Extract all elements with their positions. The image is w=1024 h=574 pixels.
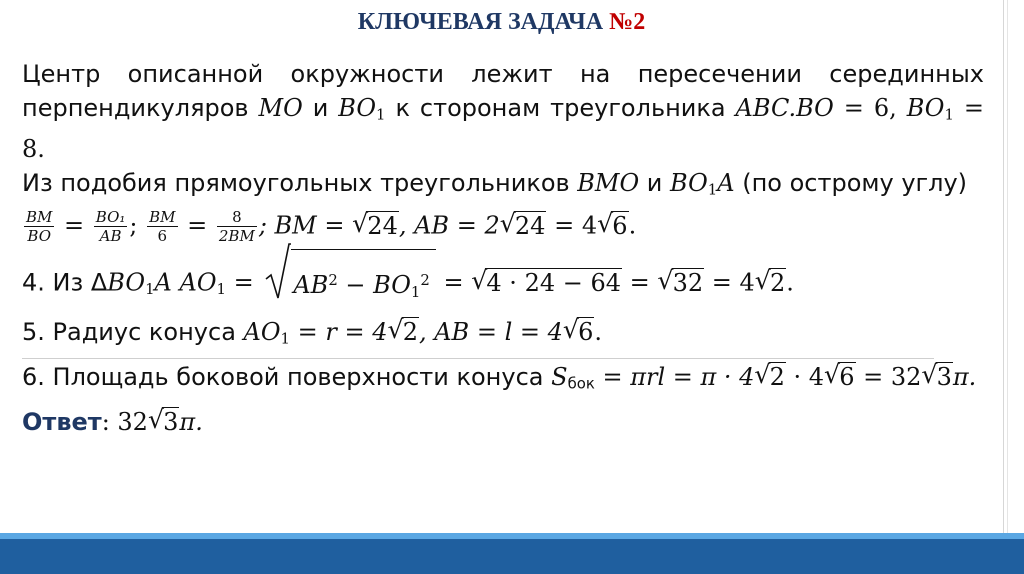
answer-pi: π. — [179, 407, 203, 436]
answer-value: : 32 — [101, 407, 148, 436]
p1-eq-2: = 8. — [22, 94, 985, 163]
answer-label: Ответ — [22, 407, 102, 436]
p1-and: и — [302, 94, 339, 122]
p1-sub-1: 1 — [376, 105, 386, 124]
sqrt-6 — [598, 209, 628, 243]
frac3-num: BM — [149, 208, 176, 227]
p5-text-1: 5. Радиус конуса — [22, 318, 244, 347]
answer-sqrt-3-rad: 3 — [163, 407, 179, 436]
p2-a: A — [717, 168, 735, 197]
p1-sub-1b: 1 — [944, 105, 954, 124]
p4-sub-1b: 1 — [216, 280, 226, 299]
divider-line — [22, 358, 934, 359]
p6-eq: = πrl = π · 4 — [594, 363, 755, 392]
p4-eq: = — [225, 268, 262, 297]
p4-sup-2: 2 — [328, 271, 338, 290]
frac1-den: BO — [27, 227, 51, 246]
p2-sub-1: 1 — [707, 180, 718, 199]
p1-mo: MO — [258, 94, 303, 122]
p6-dot: · 4 — [785, 363, 825, 392]
p6-pi: π. — [952, 363, 977, 392]
p4-text-1: 4. Из Δ — [22, 268, 108, 297]
p1-bo1: BO — [338, 94, 377, 122]
right-border-line-2 — [1007, 0, 1008, 537]
paragraph-6 — [22, 360, 984, 401]
sqrt-24-b-rad: 24 — [514, 211, 546, 240]
paragraph-5 — [22, 315, 984, 356]
p2-text-2: (по острому углу) — [734, 168, 968, 197]
frac3-den: 6 — [157, 227, 168, 246]
p6-sqrt-6-rad: 6 — [839, 363, 855, 392]
p6-sqrt-3 — [922, 360, 952, 394]
paragraph-2 — [22, 166, 984, 207]
sqrt-4-24-64-rad: 4 · 24 − 64 — [486, 268, 622, 297]
p1-eq-1: = 6, — [833, 94, 907, 122]
p5-sqrt-2 — [389, 315, 419, 349]
frac2-num: BO₁ — [95, 208, 126, 227]
sqrt-6-rad: 6 — [612, 211, 628, 240]
paragraph-4 — [22, 249, 984, 301]
answer-line — [22, 405, 984, 439]
p5-end: . — [594, 318, 602, 347]
big-sqrt-sign — [265, 243, 291, 301]
sqrt-32 — [658, 257, 704, 309]
frac1-num: BM — [26, 208, 53, 227]
p2-bo: BO — [670, 168, 708, 197]
p6-sqrt-3-rad: 3 — [936, 363, 952, 392]
p1-abc: ABC.BO — [735, 94, 834, 122]
paragraph-3-proportions: $\frac{BM}{BO}$ = $\frac{\text{BO₁}}{AB}$ ; $\frac{BM}{6}$ = $\frac{8}{2BM}$ ; BM = √ 24, AB = 2√ 24 = 4√ 6. — [22, 208, 984, 245]
title-number: №2 — [609, 9, 646, 35]
p6-sqrt-6 — [825, 360, 855, 394]
slide-content — [22, 57, 984, 439]
big-sqrt — [265, 249, 436, 318]
sqrt-24-b — [501, 209, 547, 243]
big-sqrt-radicand — [291, 249, 436, 318]
p2-and: и — [639, 168, 671, 197]
p4-eq-2: = — [435, 268, 472, 297]
right-border-line — [1003, 0, 1004, 537]
p3-eq-b: , AB = 2 — [398, 211, 500, 240]
p4-bo: BO — [107, 268, 146, 297]
p2-bmo: BMO — [577, 168, 640, 197]
sqrt-32-rad: 32 — [672, 268, 704, 297]
frac4-num: 8 — [217, 208, 257, 227]
paragraph-1 — [22, 57, 984, 166]
p4-minus-bo: − BO — [337, 271, 411, 300]
p6-sub-bok: бок — [567, 374, 595, 393]
right-margin — [1002, 0, 1024, 537]
sqrt-24-a — [353, 209, 399, 243]
slide-title — [0, 9, 1003, 36]
fraction-bm-bo — [24, 208, 54, 245]
fraction-bo1-ab — [94, 208, 128, 245]
frac2-den: AB — [99, 227, 122, 246]
sqrt-4-24-64 — [472, 257, 622, 309]
p4-a-ao: A AO — [154, 268, 217, 297]
footer-bar — [0, 539, 1024, 574]
sqrt-24-a-rad: 24 — [367, 211, 398, 240]
p4-sub-1: 1 — [145, 280, 155, 299]
p5-sqrt-6-rad: 6 — [578, 318, 594, 347]
p1-text-2: к сторонам треугольника — [385, 94, 736, 122]
p4-ab: AB — [293, 271, 329, 300]
p4-eq-3: = — [622, 268, 658, 297]
frac4-den: 2BM — [218, 227, 255, 246]
p3-eq-a: ; BM = — [258, 211, 353, 240]
sqrt-2 — [756, 257, 786, 309]
p4-sub-1c: 1 — [410, 283, 421, 302]
p5-ab: , AB = l = 4 — [418, 318, 563, 347]
p6-text-1: 6. Площадь боковой поверхности конуса — [22, 363, 552, 392]
p4-end: . — [786, 268, 794, 297]
p1-bo1b: BO — [906, 94, 945, 122]
answer-sqrt-3 — [149, 405, 179, 439]
p5-sub-1: 1 — [280, 330, 291, 349]
p4-eq-4: = 4 — [704, 268, 755, 297]
p6-sqrt-2-rad: 2 — [769, 363, 785, 392]
p5-ao: AO — [243, 318, 281, 347]
p5-sqrt-6 — [564, 315, 594, 349]
p6-s: S — [551, 363, 568, 392]
p3-eq-c: = 4 — [546, 211, 598, 240]
p3-end: . — [628, 211, 637, 240]
p1-text-1: Центр описанной окружности лежит на пересечении серединных перпендикуляров — [22, 60, 984, 122]
sqrt-2-rad: 2 — [769, 268, 786, 297]
fraction-bm-6 — [147, 208, 177, 245]
fraction-8-2bm — [217, 208, 257, 245]
p5-sqrt-2-rad: 2 — [402, 318, 418, 347]
title-text: КЛЮЧЕВАЯ ЗАДАЧА — [357, 9, 610, 35]
p5-eq: = r = 4 — [290, 318, 388, 347]
p4-sup-2b: 2 — [420, 271, 430, 290]
p6-sqrt-2 — [755, 360, 785, 394]
p2-text-1: Из подобия прямоугольных треугольников — [22, 168, 578, 197]
p6-eq-2: = 32 — [855, 363, 922, 392]
